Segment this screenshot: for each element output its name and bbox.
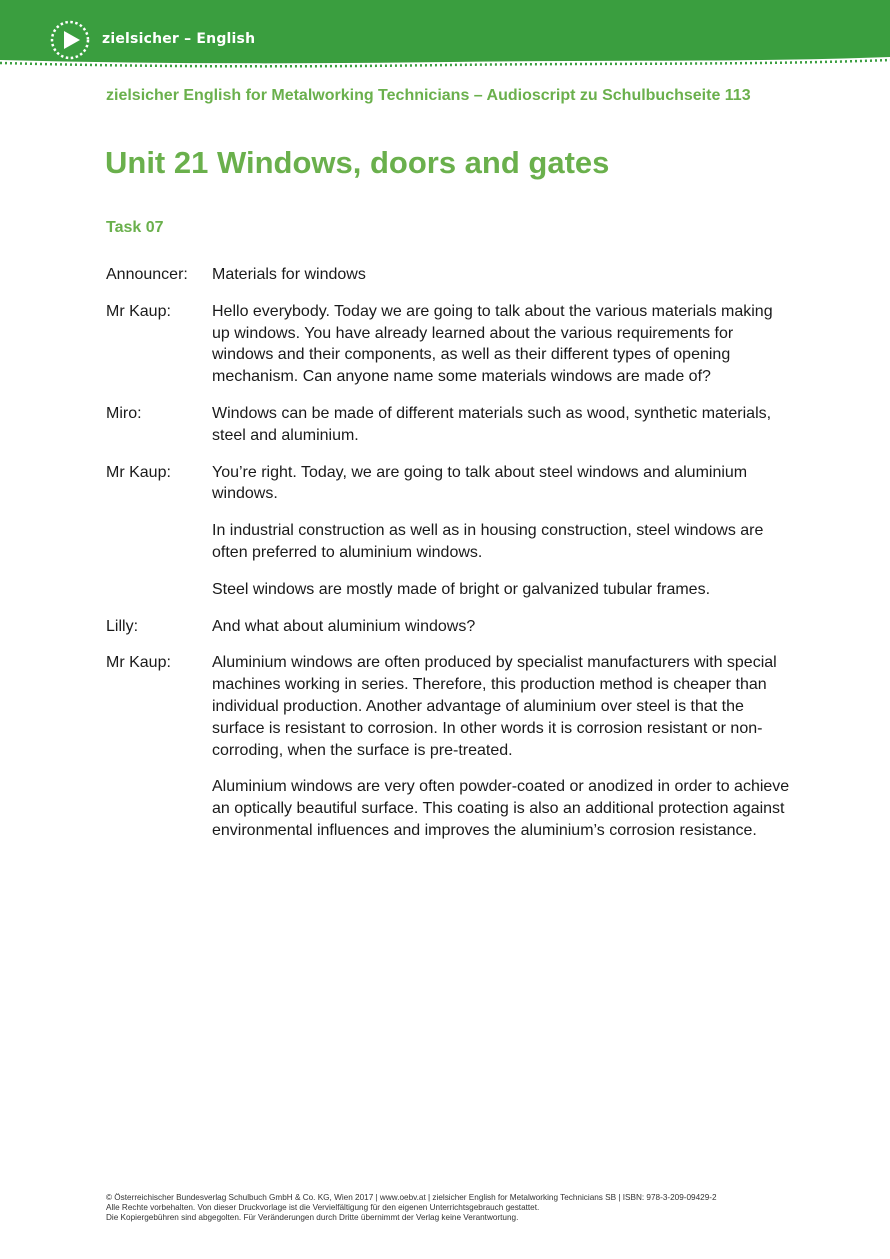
- dialogue-turn: [106, 652, 796, 841]
- speaker-name: Miro:: [106, 404, 142, 422]
- dialogue-text: Windows can be made of different materials such as wood, synthetic materials, steel and aluminium.: [212, 404, 772, 444]
- footer-line: Alle Rechte vorbehalten. Von dieser Druckvorlage ist die Vervielfältigung für den eigenen Unterrichtsgebrauch gestattet.: [106, 1203, 540, 1213]
- page-title: Unit 21 Windows, doors and gates: [105, 145, 610, 180]
- footer-line: © Österreichischer Bundesverlag Schulbuch GmbH & Co. KG, Wien 2017 | www.oebv.at | zielsicher English for Metalworking Technicians SB | ISBN: 978-3-209-09429-2: [106, 1193, 717, 1202]
- task-label: Task 07: [106, 219, 164, 236]
- dialogue-text: You’re right. Today, we are going to talk about steel windows and aluminium windows.: [212, 463, 748, 503]
- speaker-name: Lilly:: [106, 617, 139, 635]
- brand-name: zielsicher – English: [102, 31, 256, 47]
- dialogue-text: And what about aluminium windows?: [212, 617, 476, 635]
- speaker-name: Announcer:: [106, 266, 188, 283]
- dialogue-turn: [106, 264, 796, 286]
- dialogue-text: Materials for windows: [212, 266, 366, 283]
- dialogue-turn: [106, 616, 796, 638]
- speaker-name: Mr Kaup:: [106, 654, 171, 672]
- dialogue-text: In industrial construction as well as in housing construction, steel windows are often preferred to aluminium windows.: [212, 522, 764, 561]
- copyright-footer: [106, 1193, 717, 1224]
- document-subtitle: zielsicher English for Metalworking Technicians – Audioscript zu Schulbuchseite 113: [106, 87, 751, 104]
- dialogue-turn: [106, 462, 796, 601]
- speaker-name: Mr Kaup:: [106, 463, 171, 481]
- dialogue-text: Steel windows are mostly made of bright or galvanized tubular frames.: [212, 580, 711, 598]
- speaker-name: Mr Kaup:: [106, 302, 171, 320]
- dialogue-turn: [106, 301, 796, 388]
- audioscript-dialogue: [106, 264, 796, 857]
- dialogue-text: Hello everybody. Today we are going to talk about the various materials making up windows. You have already learned about the various requirements for windows and their components, as well as their different types of opening mechanism. Can anyone name some materials windows are made of?: [212, 302, 773, 386]
- dialogue-text: Aluminium windows are very often powder-coated or anodized in order to achieve an optically beautiful surface. This coating is also an additional protection against environmental influences and improves the aluminium’s corrosion resistance.: [212, 778, 790, 839]
- dialogue-text: Aluminium windows are often produced by specialist manufacturers with special machines working in series. Therefore, this production method is cheaper than individual production. Another advantage of aluminium over steel is that the surface is resistant to corrosion. In other words it is corrosion resistant or non-corroding, when the surface is pre-treated.: [212, 654, 777, 759]
- dialogue-turn: [106, 403, 796, 447]
- footer-line: Die Kopiergebühren sind abgegolten. Für Veränderungen durch Dritte übernimmt der Verlag keine Verantwortung.: [106, 1213, 519, 1223]
